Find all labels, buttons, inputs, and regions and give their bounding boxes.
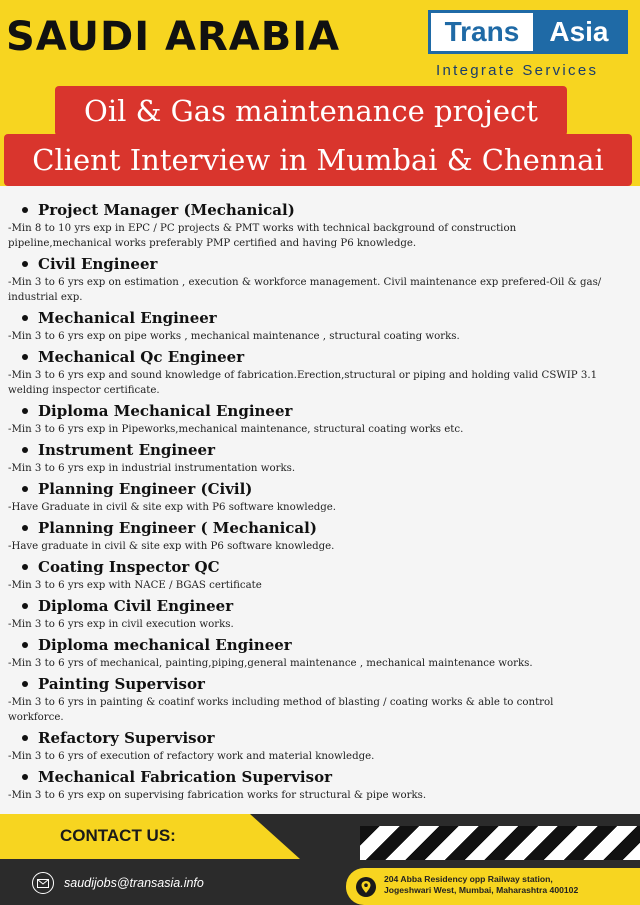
job-item: [0, 252, 640, 305]
job-listing-panel: [0, 186, 640, 814]
company-logo: [428, 10, 628, 54]
job-title-text: Project Manager (Mechanical): [38, 200, 295, 219]
bullet-icon: [22, 564, 28, 570]
job-item: [0, 345, 640, 398]
job-description: -Min 3 to 6 yrs of execution of refactory work and material knowledge.: [8, 751, 375, 762]
job-title-text: Mechanical Qc Engineer: [38, 347, 245, 366]
job-description: -Min 3 to 6 yrs exp with NACE / BGAS certificate: [8, 580, 262, 591]
footer: [0, 814, 640, 905]
mail-icon: [32, 872, 54, 894]
bullet-icon: [22, 525, 28, 531]
job-description: -Have graduate in civil & site exp with P6 software knowledge.: [8, 541, 335, 552]
job-title: [0, 198, 640, 221]
interview-banner: Client Interview in Mumbai & Chennai: [4, 134, 632, 186]
job-title: [0, 633, 640, 656]
email-row[interactable]: [32, 872, 204, 894]
bullet-icon: [22, 681, 28, 687]
bullet-icon: [22, 642, 28, 648]
job-title: [0, 399, 640, 422]
address-line-2: Jogeshwari West, Mumbai, Maharashtra 400102: [384, 885, 579, 895]
country-title: SAUDI ARABIA: [6, 14, 341, 60]
job-item: [0, 477, 640, 515]
job-description: -Min 3 to 6 yrs of mechanical, painting,piping,general maintenance , mechanical maintenance works.: [8, 658, 533, 669]
job-item: [0, 306, 640, 344]
job-title-text: Civil Engineer: [38, 254, 158, 273]
job-description: -Min 3 to 6 yrs in painting & coatinf works including method of blasting / coating works & able to control workforce.: [8, 697, 554, 723]
job-title-text: Coating Inspector QC: [38, 557, 220, 576]
job-title: [0, 726, 640, 749]
job-title-text: Planning Engineer (Civil): [38, 479, 253, 498]
job-item: [0, 516, 640, 554]
job-description: -Min 3 to 6 yrs exp in Pipeworks,mechanical maintenance, structural coating works etc.: [8, 424, 464, 435]
logo-tagline: Integrate Services: [436, 62, 599, 79]
logo-asia: Asia: [533, 13, 625, 51]
job-title-text: Painting Supervisor: [38, 674, 205, 693]
job-title-text: Mechanical Fabrication Supervisor: [38, 767, 332, 786]
job-title-text: Diploma Mechanical Engineer: [38, 401, 293, 420]
job-description: -Min 3 to 6 yrs exp in industrial instrumentation works.: [8, 463, 296, 474]
contact-label: CONTACT US:: [60, 826, 176, 845]
bullet-icon: [22, 486, 28, 492]
job-title: [0, 672, 640, 695]
job-title-text: Instrument Engineer: [38, 440, 215, 459]
job-title: [0, 516, 640, 539]
project-banner: Oil & Gas maintenance project: [55, 86, 567, 136]
job-title-text: Mechanical Engineer: [38, 308, 217, 327]
bullet-icon: [22, 735, 28, 741]
bullet-icon: [22, 207, 28, 213]
job-item: [0, 672, 640, 725]
email-address[interactable]: saudijobs@transasia.info: [64, 876, 204, 890]
job-title-text: Diploma Civil Engineer: [38, 596, 234, 615]
job-description: -Min 8 to 10 yrs exp in EPC / PC projects & PMT works with technical background of construction pipeline,mechanical works preferably PMP certified and having P6 knowledge.: [8, 223, 517, 249]
job-item: [0, 438, 640, 476]
job-description: -Min 3 to 6 yrs exp on pipe works , mechanical maintenance , structural coating works.: [8, 331, 460, 342]
logo-trans: Trans: [431, 13, 533, 51]
job-title: [0, 438, 640, 461]
hazard-stripes: [360, 826, 640, 860]
job-title: [0, 594, 640, 617]
job-item: [0, 765, 640, 803]
job-item: [0, 726, 640, 764]
job-title: [0, 765, 640, 788]
job-list: [0, 198, 640, 804]
bullet-icon: [22, 315, 28, 321]
bullet-icon: [22, 774, 28, 780]
bullet-icon: [22, 447, 28, 453]
header: [0, 0, 640, 92]
job-description: -Min 3 to 6 yrs exp in civil execution works.: [8, 619, 234, 630]
job-item: [0, 555, 640, 593]
bullet-icon: [22, 354, 28, 360]
address-box: [346, 868, 640, 905]
job-item: [0, 198, 640, 251]
job-title-text: Refactory Supervisor: [38, 728, 215, 747]
address-line-1: 204 Abba Residency opp Railway station,: [384, 874, 553, 884]
job-description: -Min 3 to 6 yrs exp and sound knowledge of fabrication.Erection,structural or piping and holding valid CSWIP 3.1 welding inspector certificate.: [8, 370, 598, 396]
job-title: [0, 252, 640, 275]
location-pin-icon: [356, 877, 376, 897]
job-title: [0, 555, 640, 578]
bullet-icon: [22, 261, 28, 267]
address-text: [384, 874, 634, 896]
job-title: [0, 477, 640, 500]
job-title-text: Planning Engineer ( Mechanical): [38, 518, 317, 537]
job-item: [0, 633, 640, 671]
job-description: -Min 3 to 6 yrs exp on estimation , execution & workforce management. Civil maintenance exp prefered-Oil & gas/ industrial exp.: [8, 277, 602, 303]
job-title: [0, 345, 640, 368]
job-item: [0, 399, 640, 437]
job-description: -Have Graduate in civil & site exp with P6 software knowledge.: [8, 502, 337, 513]
job-item: [0, 594, 640, 632]
bullet-icon: [22, 603, 28, 609]
job-title-text: Diploma mechanical Engineer: [38, 635, 292, 654]
job-description: -Min 3 to 6 yrs exp on supervising fabrication works for structural & pipe works.: [8, 790, 427, 801]
job-title: [0, 306, 640, 329]
bullet-icon: [22, 408, 28, 414]
